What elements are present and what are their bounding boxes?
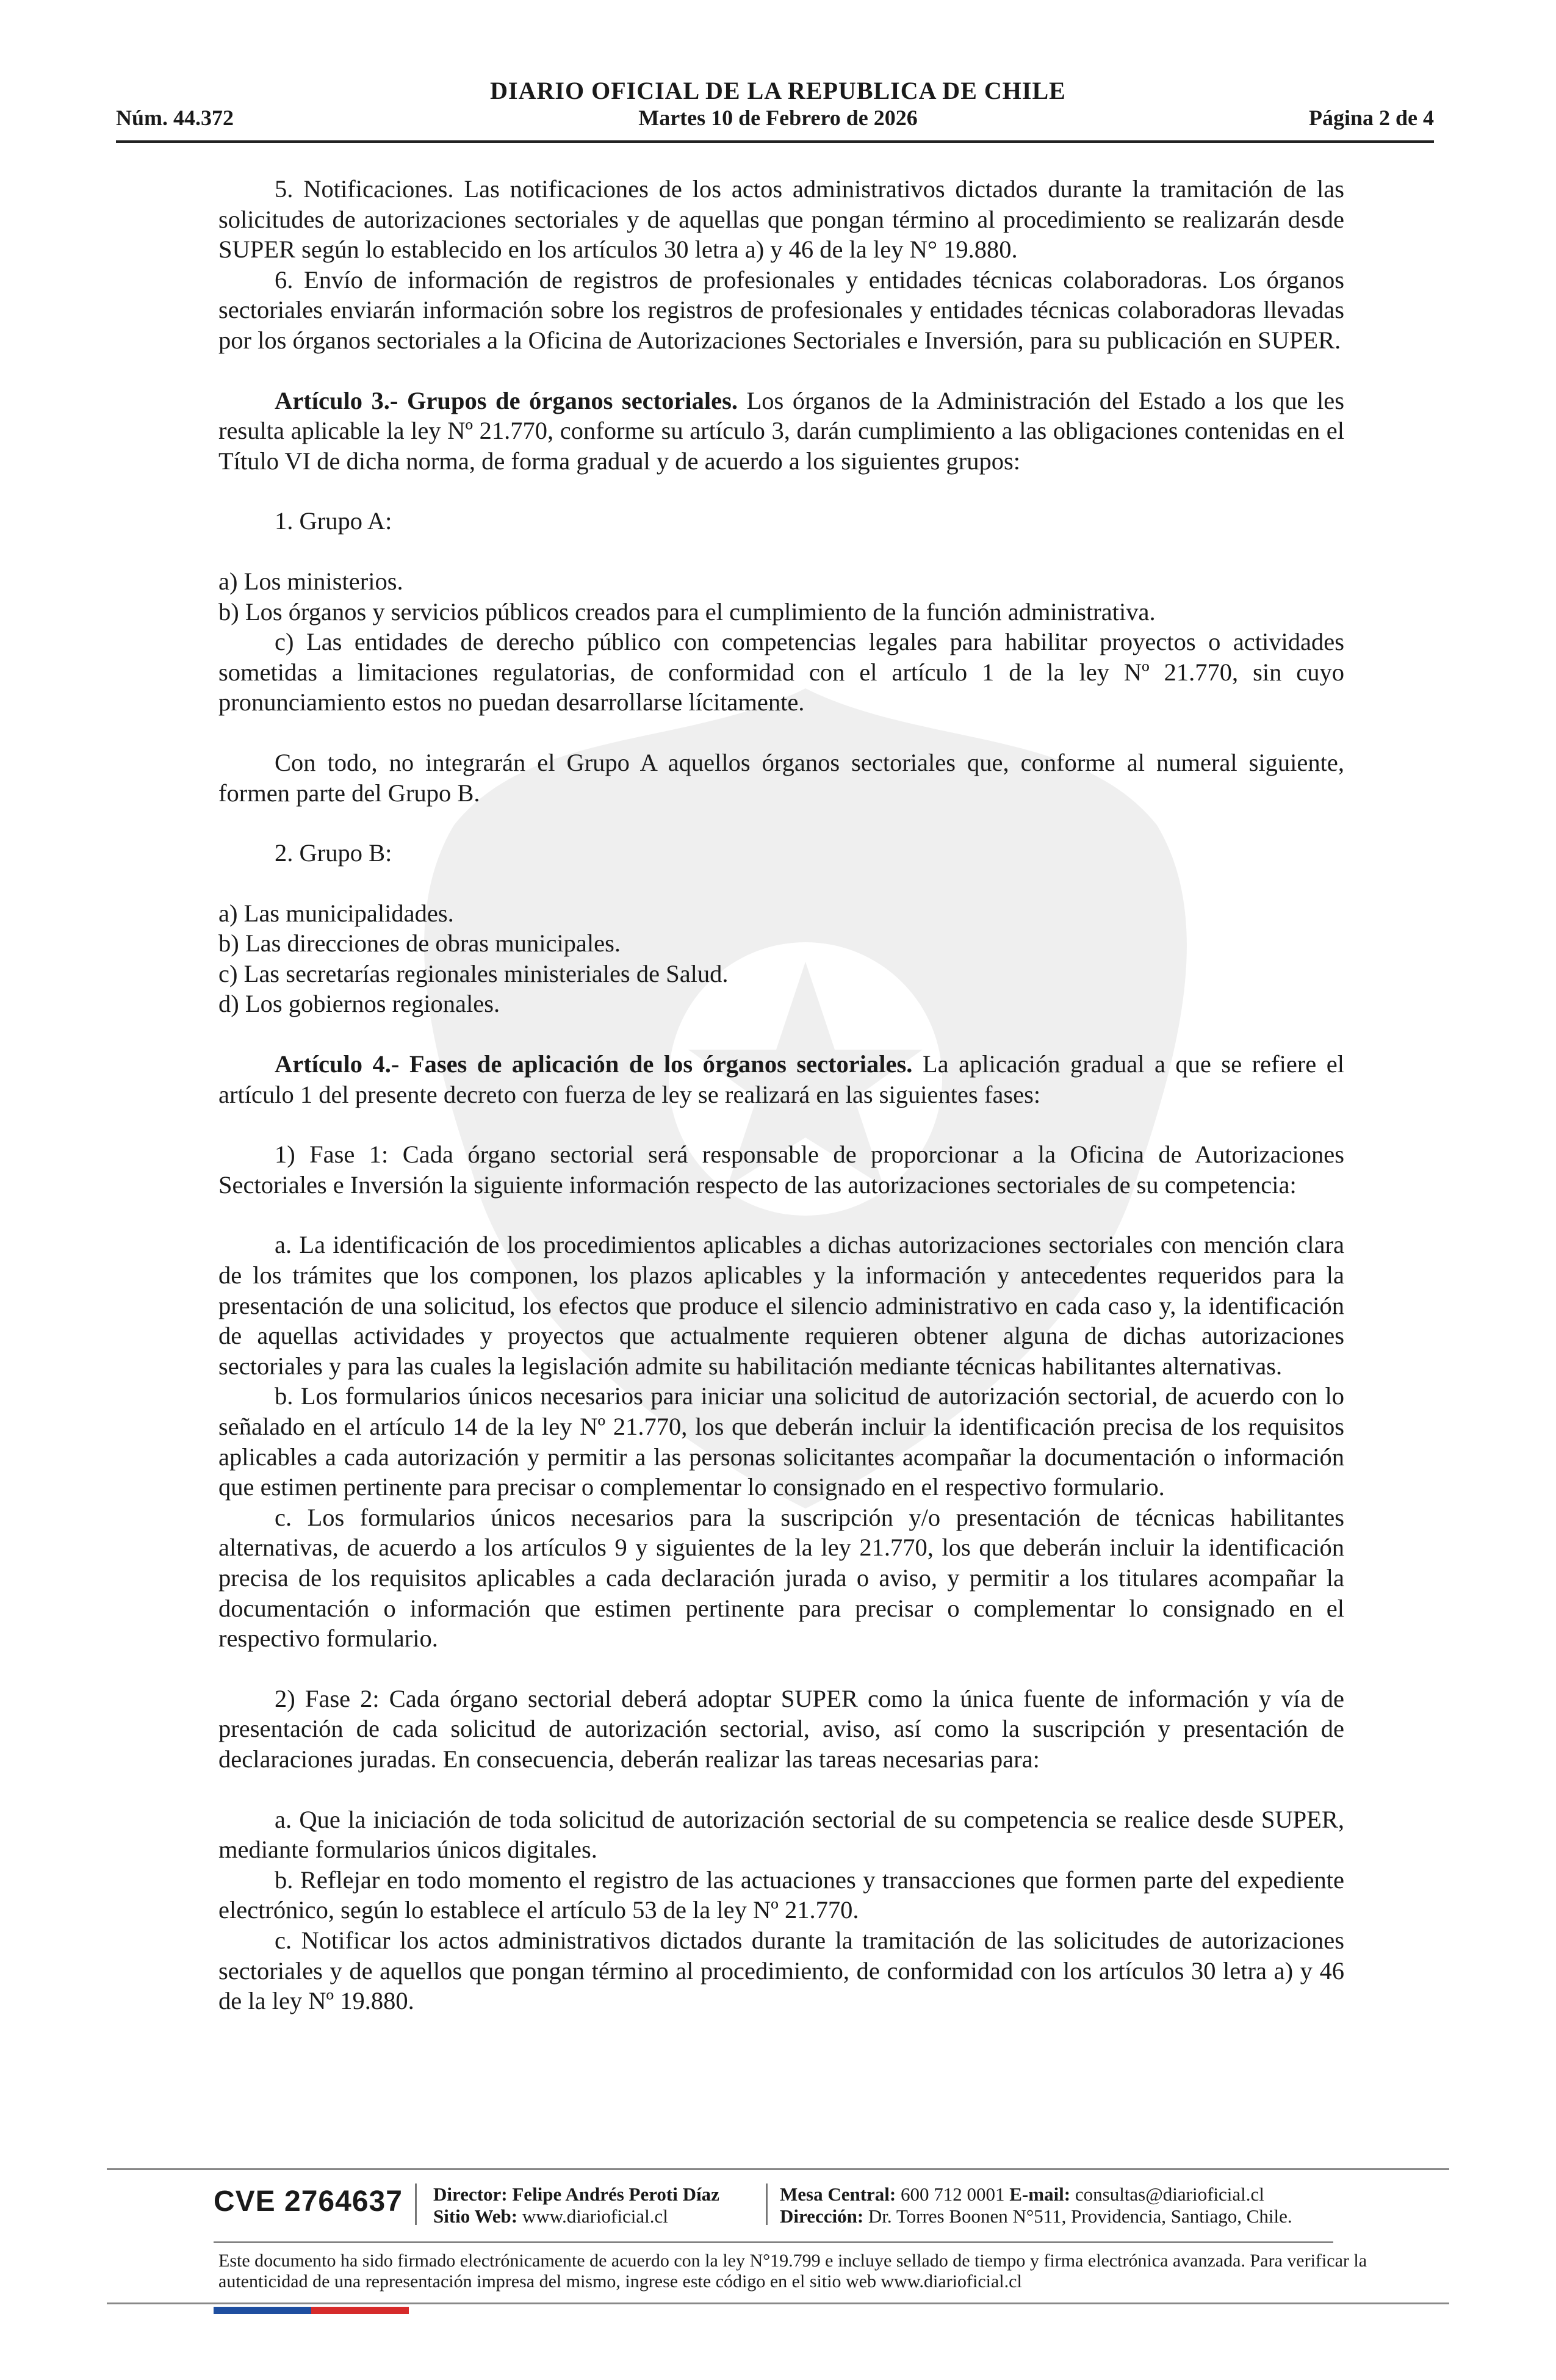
footer-divider-bottom: [107, 2302, 1449, 2304]
direccion-value: Dr. Torres Boonen N°511, Providencia, Santiago, Chile.: [863, 2205, 1292, 2227]
web-label: Sitio Web:: [433, 2205, 518, 2227]
group-b-heading: 2. Grupo B:: [275, 839, 392, 867]
phase-1-item-c: c. Los formularios únicos necesarios para la suscripción y/o presentación de técnicas habilitantes alternativas, de acuerdo a los artículos 9 y siguientes de la ley 21.770, los que deberán incluir la identificación precisa de los requisitos aplicables a cada declaración jurada o aviso, y permitir a los titulares acompañar la documentación o información que estimen pertinente para precisar o complementar lo consignado en el respectivo formulario.: [218, 1503, 1344, 1653]
flag-stripe-red: [311, 2307, 409, 2314]
footer-contact-block: [780, 2183, 1292, 2227]
flag-stripe-blue: [214, 2307, 311, 2314]
web-link[interactable]: www.diarioficial.cl: [517, 2205, 668, 2227]
article-4-title: Artículo 4.- Fases de aplicación de los órganos sectoriales.: [275, 1050, 913, 1078]
paragraph-con-todo: Con todo, no integrarán el Grupo A aquellos órganos sectoriales que, conforme al numeral siguiente, formen parte del Grupo B.: [218, 748, 1344, 807]
group-b-item-d: d) Los gobiernos regionales.: [218, 990, 500, 1018]
page-number: Página 2 de 4: [1308, 106, 1434, 130]
phase-1-item-b: b. Los formularios únicos necesarios para iniciar una solicitud de autorización sectorial, de acuerdo con lo señalado en el artículo 14 de la ley Nº 21.770, los que deberán incluir la identificación precisa de los requisitos aplicables a cada autorización y permitir a las personas solicitantes acompañar la documentación o información que estimen pertinente para precisar o complementar lo consignado en el respectivo formulario.: [218, 1382, 1344, 1501]
issue-number: Núm. 44.372: [116, 106, 234, 130]
email-link[interactable]: consultas@diarioficial.cl: [1070, 2183, 1264, 2205]
group-a-item-a: a) Los ministerios.: [218, 567, 403, 595]
article-3: [218, 386, 1344, 477]
group-a-item-b: b) Los órganos y servicios públicos creados para el cumplimiento de la función administrativa.: [218, 597, 1156, 626]
phase-2-item-a: a. Que la iniciación de toda solicitud de autorización sectorial de su competencia se realice desde SUPER, mediante formularios únicos digitales.: [218, 1805, 1344, 1864]
footer-director-block: [433, 2183, 719, 2227]
director-label: Director:: [433, 2183, 508, 2205]
phase-2: 2) Fase 2: Cada órgano sectorial deberá adoptar SUPER como la única fuente de información y vía de presentación de cada solicitud de autorización sectorial, aviso, así como la suscripción y presentación de declaraciones juradas. En consecuencia, deberán realizar las tareas necesarias para:: [218, 1684, 1344, 1773]
group-b-item-a: a) Las municipalidades.: [218, 899, 454, 927]
article-4: [218, 1049, 1344, 1109]
mesa-phone: 600 712 0001: [896, 2183, 1010, 2205]
header-divider: [116, 140, 1434, 143]
direccion-label: Dirección:: [780, 2205, 864, 2227]
legal-notice: Este documento ha sido firmado electrónicamente de acuerdo con la ley N°19.799 e incluye sellado de tiempo y firma electrónica avanzada. Para verificar la autenticidad de una representación impresa del mismo, ingrese este código en el sitio web www.diarioficial.cl: [218, 2251, 1367, 2292]
phase-1-item-a: a. La identificación de los procedimientos aplicables a dichas autorizaciones sectoriales con mención clara de los trámites que los componen, los plazos aplicables y la información y antecedentes requeridos para la presentación de una solicitud, los efectos que produce el silencio administrativo en cada caso y, la identificación de aquellas actividades y proyectos que actualmente requieren obtener alguna de dichas autorizaciones sectoriales y para las cuales la legislación admite su habilitación mediante técnicas habilitantes alternativas.: [218, 1231, 1344, 1380]
paragraph-notificaciones: 5. Notificaciones. Las notificaciones de los actos administrativos dictados durante la tramitación de las solicitudes de autorizaciones sectoriales y de aquellas que pongan término al procedimiento se realizarán desde SUPER según lo establecido en los artículos 30 letra a) y 46 de la ley N° 19.880.: [218, 175, 1344, 264]
email-label: E-mail:: [1009, 2183, 1071, 2205]
phase-2-item-b: b. Reflejar en todo momento el registro de las actuaciones y transacciones que formen parte del expediente electrónico, según lo establece el artículo 53 de la ley Nº 21.770.: [218, 1866, 1344, 1924]
article-4-text: La aplicación gradual a que se refiere el artículo 1 del presente decreto con fuerza de ley se realizará en las siguientes fases:: [218, 1050, 1345, 1108]
group-b-item-b: b) Las direcciones de obras municipales.: [218, 929, 621, 957]
issue-date: Martes 10 de Febrero de 2026: [638, 106, 918, 130]
newspaper-title: DIARIO OFICIAL DE LA REPUBLICA DE CHILE: [490, 77, 1066, 104]
article-3-title: Artículo 3.- Grupos de órganos sectoriales.: [275, 386, 738, 414]
group-b-item-c: c) Las secretarías regionales ministeriales de Salud.: [218, 959, 729, 987]
article-3-text: Los órganos de la Administración del Estado a los que les resulta aplicable la ley Nº 21.770, conforme su artículo 3, darán cumplimiento a las obligaciones contenidas en el Título VI de dicha norma, de forma gradual y de acuerdo a los siguientes grupos:: [218, 386, 1344, 475]
group-a-heading: 1. Grupo A:: [275, 507, 392, 535]
mesa-label: Mesa Central:: [780, 2183, 896, 2205]
cve-code: CVE 2764637: [214, 2185, 403, 2218]
footer-separator: [415, 2183, 417, 2225]
group-a-item-c: c) Las entidades de derecho público con competencias legales para habilitar proyectos o actividades sometidas a limitaciones regulatorias, de conformidad con el artículo 1 de la ley Nº 21.770, sin cuyo pronunciamiento estos no puedan desarrollarse lícitamente.: [218, 628, 1344, 716]
footer-separator: [766, 2183, 768, 2225]
document-body: [218, 174, 1344, 2016]
phase-1: 1) Fase 1: Cada órgano sectorial será responsable de proporcionar a la Oficina de Autorizaciones Sectoriales e Inversión la siguiente información respecto de las autorizaciones sectoriales de su competencia:: [218, 1141, 1344, 1199]
paragraph-envio: 6. Envío de información de registros de profesionales y entidades técnicas colaboradoras. Los órganos sectoriales enviarán información sobre los registros de profesionales y entidades técnicas colaboradoras llevadas por los órganos sectoriales a la Oficina de Autorizaciones Sectoriales e Inversión, para su publicación en SUPER.: [218, 265, 1344, 354]
director-name: Felipe Andrés Peroti Díaz: [507, 2183, 719, 2205]
phase-2-item-c: c. Notificar los actos administrativos dictados durante la tramitación de las solicitudes de autorizaciones sectoriales y de aquellos que pongan término al procedimiento, de conformidad con los artículos 30 letra a) y 46 de la ley Nº 19.880.: [218, 1926, 1344, 2015]
footer-divider-mid: [214, 2241, 1333, 2243]
footer-divider-top: [107, 2168, 1449, 2170]
